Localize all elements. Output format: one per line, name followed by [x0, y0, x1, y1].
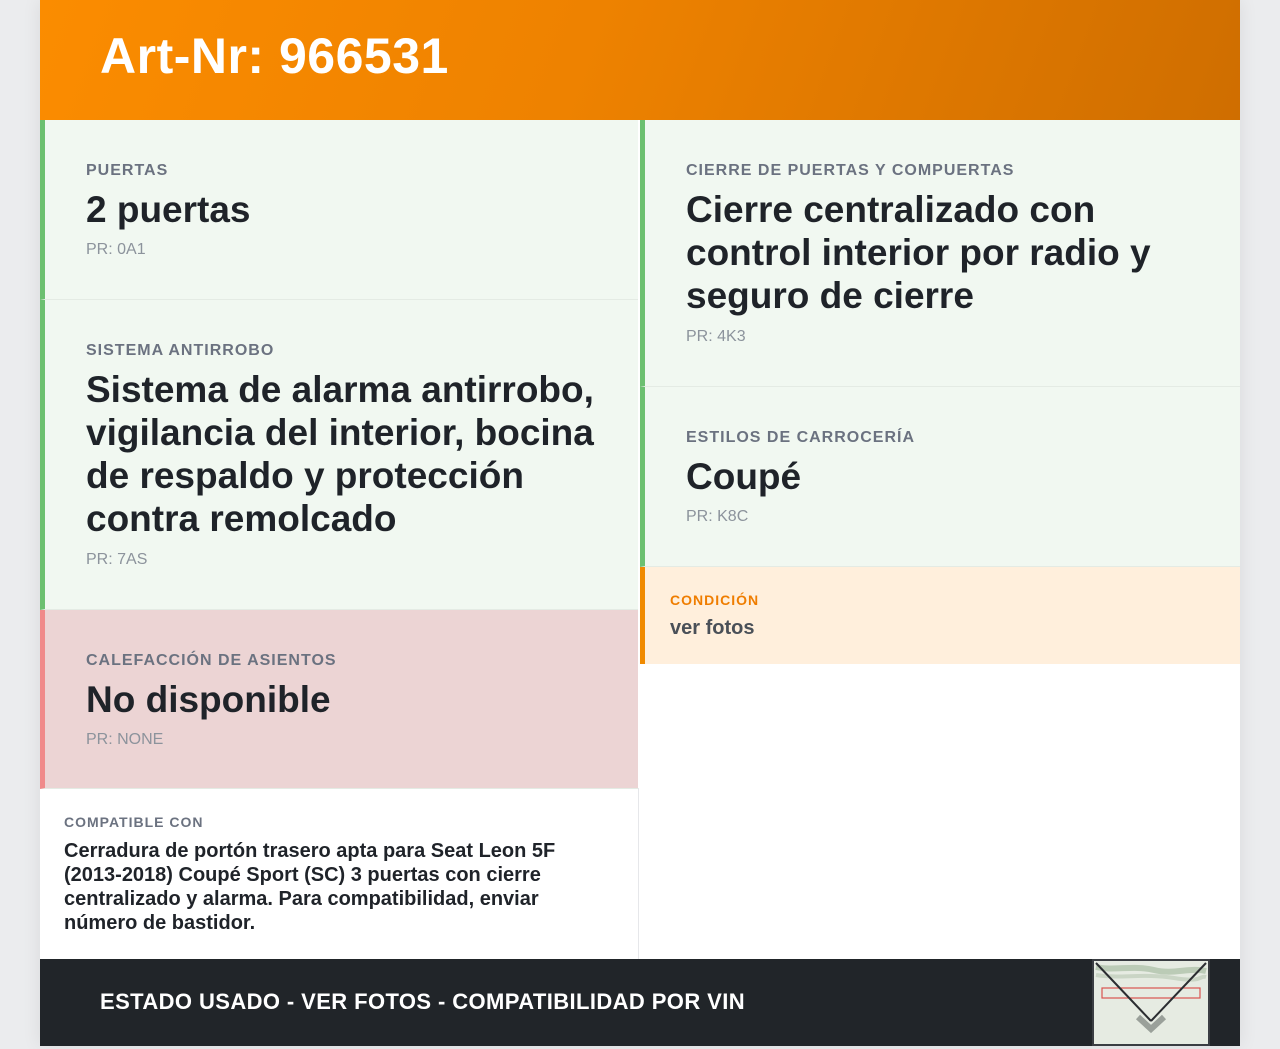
spec-label: PUERTAS: [86, 162, 169, 179]
footer-status-text: ESTADO USADO - VER FOTOS - COMPATIBILIDAD POR VIN: [100, 989, 745, 1014]
spec-label: CIERRE DE PUERTAS Y COMPUERTAS: [686, 162, 1015, 179]
spec-pr-code: PR: K8C: [686, 508, 749, 525]
spec-pr-code: PR: 7AS: [86, 551, 148, 568]
spec-value: 2 puertas: [86, 189, 251, 230]
spec-card-calefaccion: [40, 610, 638, 789]
condition-label: CONDICIÓN: [670, 592, 760, 608]
spec-pr-code: PR: NONE: [86, 731, 164, 748]
spec-value: No disponible: [86, 679, 331, 720]
spec-card-cierre: [640, 120, 1240, 387]
footer-bar: [40, 959, 1240, 1046]
spec-label: SISTEMA ANTIRROBO: [86, 342, 275, 359]
condition-value: ver fotos: [670, 617, 755, 639]
part-photo-thumbnail[interactable]: [1092, 959, 1210, 1046]
spec-pr-code: PR: 0A1: [86, 241, 146, 258]
header-bar: [40, 0, 1240, 120]
article-number-title: Art-Nr: 966531: [100, 28, 449, 84]
spec-value: Sistema de alarma antirrobo, vigilancia del interior, bocina de respaldo y protección contra remolcado: [86, 369, 594, 539]
envelope-photo-icon: [1094, 961, 1208, 1044]
product-sheet: [40, 0, 1240, 1046]
spec-card-antirrobo: [40, 300, 638, 610]
spec-card-puertas: [40, 120, 638, 300]
condition-card: [640, 567, 1240, 664]
compatible-label: COMPATIBLE CON: [64, 814, 204, 830]
compatible-text: Cerradura de portón trasero apta para Seat Leon 5F (2013-2018) Coupé Sport (SC) 3 puertas con cierre centralizado y alarma. Para compatibilidad, enviar número de bastidor.: [64, 840, 556, 934]
spec-label: ESTILOS DE CARROCERÍA: [686, 429, 916, 446]
spec-pr-code: PR: 4K3: [686, 328, 746, 345]
spec-label: CALEFACCIÓN DE ASIENTOS: [86, 652, 337, 669]
spec-card-carroceria: [640, 387, 1240, 567]
spec-value: Coupé: [686, 456, 802, 497]
spec-value: Cierre centralizado con control interior por radio y seguro de cierre: [686, 189, 1151, 316]
column-divider: [638, 788, 639, 959]
